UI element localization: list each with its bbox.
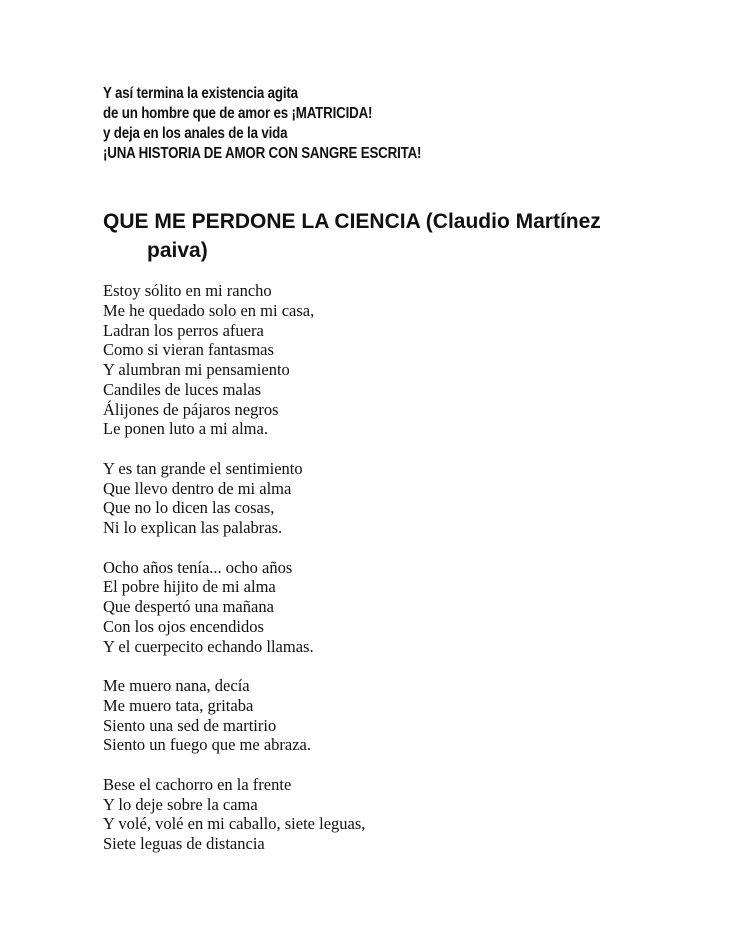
poem-line: Como si vieran fantasmas [103,340,274,360]
poem-line: Me he quedado solo en mi casa, [103,300,315,320]
poem-line: Candiles de luces malas [103,379,262,399]
poem-line: El pobre hijito de mi alma [103,577,276,597]
poem-line: Ni lo explican las palabras. [103,518,283,537]
intro-line: de un hombre que de amor es ¡MATRICIDA! [103,105,373,122]
intro-verse [103,84,421,164]
poem-line: Ocho años tenía... ocho años [103,557,293,577]
poem-line: Que despertó una mañana [103,597,274,616]
poem-line: Estoy sólito en mi rancho [103,281,272,300]
poem-line: Siento un fuego que me abraza. [103,735,312,755]
poem-title [103,207,601,265]
poem-line: Le ponen luto a mi alma. [103,419,268,439]
stanza [103,558,365,657]
poem-line: Ladran los perros afuera [103,320,264,340]
stanza [103,676,365,755]
poem-line: Y el cuerpecito echando llamas. [103,636,314,656]
poem-line: Bese el cachorro en la frente [103,774,292,794]
stanza [103,281,365,439]
poem-line: Siento una sed de martirio [103,715,277,735]
poem-line: Con los ojos encendidos [103,616,264,636]
poem-line: Siete leguas de distancia [103,834,265,853]
poem-line: Y lo deje sobre la cama [103,794,258,814]
poem-title-line-1: QUE ME PERDONE LA CIENCIA (Claudio Martínez [103,210,601,233]
poem-line: Y volé, volé en mi caballo, siete leguas, [103,814,366,834]
intro-line: Y así termina la existencia agita [103,85,298,102]
poem-line: Y alumbran mi pensamiento [103,360,290,379]
poem-body [103,281,365,854]
poem-line: Que llevo dentro de mi alma [103,478,292,498]
poem-line: Me muero nana, decía [103,676,250,695]
poem-line: Álijones de pájaros negros [103,399,279,419]
poem-line: Y es tan grande el sentimiento [103,458,303,478]
poem-line: Que no lo dicen las cosas, [103,498,275,518]
intro-line: ¡UNA HISTORIA DE AMOR CON SANGRE ESCRITA! [103,145,422,162]
intro-line: y deja en los anales de la vida [103,125,288,142]
stanza [103,459,365,538]
stanza [103,775,365,854]
poem-line: Me muero tata, gritaba [103,695,254,715]
poem-title-line-2: paiva) [147,239,208,262]
